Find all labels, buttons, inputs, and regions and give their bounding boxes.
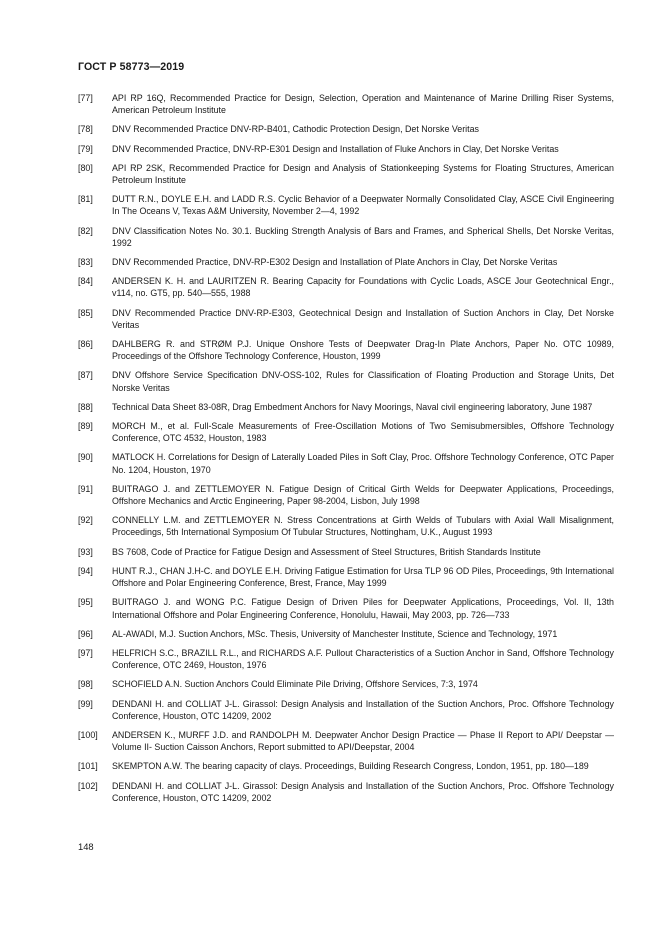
document-header: ГОСТ Р 58773—2019 [78,61,185,73]
reference-number: [101] [78,761,98,772]
reference-text: DNV Recommended Practice DNV-RP-E303, Geotechnical Design and Installation of Suction Anchors in Clay, Det Norske Veritas [112,307,614,330]
reference-number: [84] [78,276,93,287]
reference-list [78,92,614,811]
reference-text: DNV Recommended Practice, DNV-RP-E302 Design and Installation of Plate Anchors in Clay, Det Norske Veritas [112,257,558,268]
reference-number: [102] [78,780,98,791]
reference-text: BUITRAGO J. and WONG P.C. Fatigue Design of Driven Piles for Deepwater Applications, Proceedings, Vol. II, 13th International Offshore and Polar Engineering Conference, Honolulu, Hawaii, May 2003, pp. 726—733 [112,597,614,620]
reference-number: [91] [78,483,93,494]
reference-number: [86] [78,339,93,350]
reference-number: [77] [78,93,93,103]
reference-number: [88] [78,401,93,412]
reference-number: [81] [78,194,93,205]
reference-item [78,514,614,538]
reference-text: DAHLBERG R. and STRØM P.J. Unique Onshore Tests of Deepwater Drag-In Plate Anchors, Paper No. OTC 10989, Proceedings of the Offshore Technology Conference, Houston, 1999 [112,339,614,362]
reference-number: [95] [78,597,93,608]
reference-number: [99] [78,698,93,709]
reference-number: [96] [78,628,93,639]
reference-number: [93] [78,546,93,557]
reference-number: [78] [78,124,93,135]
reference-item [78,483,614,507]
reference-number: [100] [78,729,98,740]
reference-text: DUTT R.N., DOYLE E.H. and LADD R.S. Cyclic Behavior of a Deepwater Normally Consolidated Clay, ASCE Civil Engineering In The Oceans V, Texas A&M University, November 2—4, 1992 [112,194,614,217]
reference-number: [82] [78,225,93,236]
reference-number: [89] [78,421,93,432]
reference-item [78,729,614,753]
reference-text: SCHOFIELD A.N. Suction Anchors Could Eliminate Pile Driving, Offshore Services, 7:3, 1974 [112,679,478,690]
reference-item [78,401,614,413]
reference-item [78,678,614,690]
reference-text: DNV Offshore Service Specification DNV-OSS-102, Rules for Classification of Floating Production and Storage Units, Det Norske Veritas [112,370,614,393]
reference-number: [97] [78,647,93,658]
reference-text: AL-AWADI, M.J. Suction Anchors, MSc. Thesis, University of Manchester Institute, Science and Technology, 1971 [112,628,558,639]
reference-item [78,760,614,772]
reference-text: BUITRAGO J. and ZETTLEMOYER N. Fatigue Design of Critical Girth Welds for Deepwater Applications, Proceedings, Offshore Mechanics and Arctic Engineering, Paper 98-2004, Lisbon, July 1998 [112,483,614,507]
reference-number: [92] [78,515,93,526]
reference-text: DENDANI H. and COLLIAT J-L. Girassol: Design Analysis and Installation of the Suction Anchors, Proc. Offshore Technology Conference, Houston, OTC 14209, 2002 [112,698,614,721]
reference-item [78,420,614,444]
reference-text: DNV Classification Notes No. 30.1. Buckling Strength Analysis of Bars and Frames, and Spherical Shells, Det Norske Veritas, 1992 [112,225,614,248]
reference-number: [79] [78,143,93,154]
reference-text: HUNT R.J., CHAN J.H-C. and DOYLE E.H. Driving Fatigue Estimation for Ursa TLP 96 OD Piles, Proceedings, 9th International Offshore and Polar Engineering Conference, Brest, France, May 1999 [112,565,614,589]
reference-item [78,92,614,116]
reference-item [78,565,614,589]
reference-text: HELFRICH S.C., BRAZILL R.L., and RICHARDS A.F. Pullout Characteristics of a Suction Anchor in Sand, Offshore Technology Conference, OTC 2469, Houston, 1976 [112,647,614,671]
reference-text: CONNELLY L.M. and ZETTLEMOYER N. Stress Concentrations at Girth Welds of Tubulars with Axial Wall Misalignment, Proceedings, 5th International Symposium Of Tubular Structures, Nottingham, U.K., August 1993 [112,515,614,538]
reference-item [78,193,614,217]
reference-text: MATLOCK H. Correlations for Design of Laterally Loaded Piles in Soft Clay, Proc. Offshore Technology Conference, OTC Paper No. 1204, Houston, 1970 [112,452,614,475]
reference-text: BS 7608, Code of Practice for Fatigue Design and Assessment of Steel Structures, British Standards Institute [112,546,541,557]
reference-text: API RP 2SK, Recommended Practice for Design and Analysis of Stationkeeping Systems for Floating Structures, American Petroleum Institute [112,162,614,186]
reference-item [78,698,614,722]
reference-number: [85] [78,307,93,318]
reference-item [78,162,614,186]
reference-text: DNV Recommended Practice DNV-RP-B401, Cathodic Protection Design, Det Norske Veritas [112,124,479,135]
reference-number: [83] [78,257,93,268]
reference-text: SKEMPTON A.W. The bearing capacity of clays. Proceedings, Building Research Congress, London, 1951, pp. 180—189 [112,761,589,772]
reference-item [78,369,614,393]
reference-text: API RP 16Q, Recommended Practice for Design, Selection, Operation and Maintenance of Marine Drilling Riser Systems, American Petroleum Institute [112,93,614,116]
reference-item [78,628,614,640]
reference-item [78,596,614,620]
reference-item [78,451,614,475]
page-number: 148 [78,841,94,852]
reference-item [78,546,614,558]
reference-number: [80] [78,162,93,173]
reference-item [78,123,614,135]
reference-text: DENDANI H. and COLLIAT J-L. Girassol: Design Analysis and Installation of the Suction Anchors, Proc. Offshore Technology Conference, Houston, OTC 14209, 2002 [112,780,614,803]
reference-number: [98] [78,679,93,690]
reference-text: ANDERSEN K., MURFF J.D. and RANDOLPH M. Deepwater Anchor Design Practice — Phase II Report to API/ Deepstar — Volume II- Suction Caisson Anchors, Report submitted to API/Deepstar, 2004 [112,729,614,753]
reference-item [78,275,614,299]
reference-item [78,143,614,155]
reference-text: MORCH M., et al. Full-Scale Measurements of Free-Oscillation Motions of Two Semisubmersibles, Offshore Technology Conference, OTC 4532, Houston, 1983 [112,421,614,444]
reference-number: [90] [78,452,93,463]
reference-item [78,780,614,804]
reference-item [78,307,614,331]
reference-text: DNV Recommended Practice, DNV-RP-E301 Design and Installation of Fluke Anchors in Clay, Det Norske Veritas [112,143,559,154]
reference-item [78,647,614,671]
reference-number: [94] [78,565,93,576]
reference-number: [87] [78,370,93,381]
reference-item [78,225,614,249]
reference-text: Technical Data Sheet 83-08R, Drag Embedment Anchors for Navy Moorings, Naval civil engineering laboratory, June 1987 [112,401,593,412]
reference-text: ANDERSEN K. H. and LAURITZEN R. Bearing Capacity for Foundations with Cyclic Loads, ASCE Jour Geotechnical Engr., v114, no. GT5, pp. 540—555, 1988 [112,276,614,299]
reference-item [78,338,614,362]
reference-item [78,256,614,268]
